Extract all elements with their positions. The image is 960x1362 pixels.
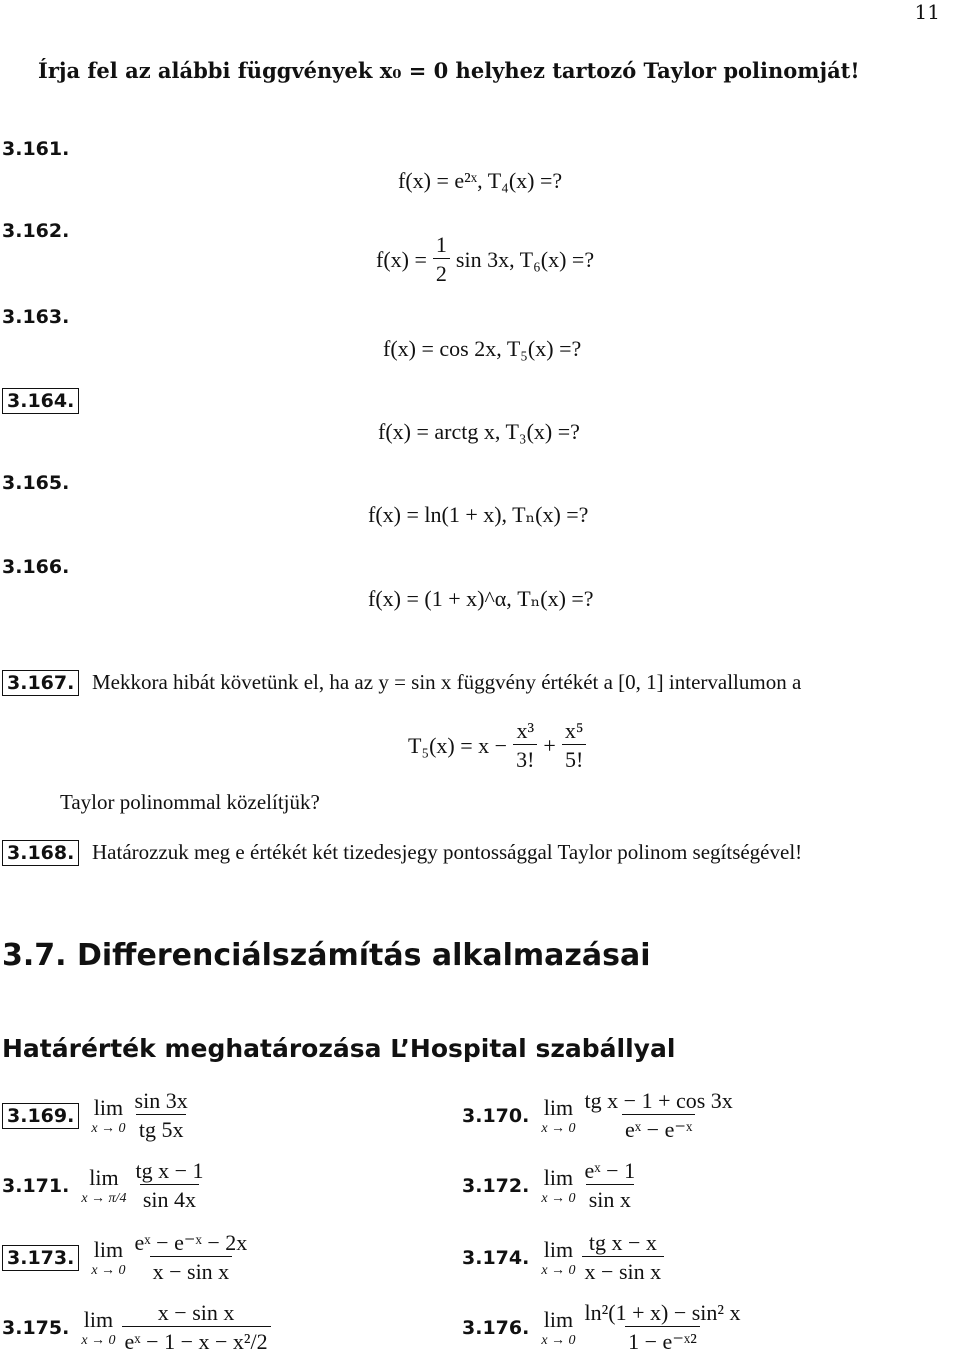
problem-text: Határozzuk meg e értékét két tizedesjegy pontossággal Taylor polinom segítségével! — [92, 840, 803, 864]
limit-operator — [81, 1307, 115, 1349]
fraction — [433, 232, 450, 287]
problem-formula: f(x) = ln(1 + x), Tₙ(x) =? — [368, 502, 589, 527]
subsection-title: Határérték meghatározása L’Hospital szabállyal — [2, 1034, 676, 1063]
fraction-denominator: sin 4x — [140, 1184, 199, 1213]
fraction-denominator: tg 5x — [136, 1114, 187, 1143]
fraction-numerator: tg x − 1 + cos 3x — [584, 1088, 733, 1113]
limit-operator — [91, 1095, 125, 1137]
fraction — [582, 1230, 665, 1285]
limit-problem — [2, 1158, 206, 1213]
fraction-numerator: x − sin x — [157, 1300, 235, 1325]
problem-number: 3.170. — [462, 1104, 530, 1127]
fraction-numerator: x⁵ — [564, 718, 584, 743]
section-title: 3.7. Differenciálszámítás alkalmazásai — [2, 938, 651, 973]
fraction-numerator: tg x − x — [588, 1230, 657, 1255]
problem-number: 3.164. — [2, 388, 79, 414]
limit-operator — [81, 1165, 126, 1207]
lim-label: lim — [83, 1306, 114, 1332]
fraction-denominator: 1 − e⁻ˣ² — [625, 1326, 700, 1355]
fraction-numerator: ln²(1 + x) − sin² x — [584, 1300, 741, 1325]
fraction — [122, 1300, 271, 1355]
lim-label: lim — [543, 1094, 574, 1120]
problem-formula — [376, 232, 594, 287]
problem-number: 3.165. — [2, 472, 70, 494]
fraction-denominator: x − sin x — [582, 1256, 665, 1285]
limit-problem — [462, 1230, 664, 1285]
problem-number: 3.162. — [2, 220, 70, 242]
problem-number: 3.166. — [2, 556, 70, 578]
lim-subscript: x → 0 — [541, 1120, 576, 1136]
limit-problem — [2, 1230, 250, 1285]
limit-operator — [91, 1237, 125, 1279]
problem-number: 3.163. — [2, 306, 70, 328]
lim-label: lim — [93, 1236, 124, 1262]
fraction — [582, 1300, 744, 1355]
problem-number: 3.169. — [2, 1103, 79, 1129]
lim-subscript: x → 0 — [541, 1190, 576, 1206]
formula-lhs: f(x) = — [376, 246, 427, 272]
problem-formula: f(x) = (1 + x)^α, Tₙ(x) =? — [368, 586, 594, 611]
problem-number: 3.174. — [462, 1246, 530, 1269]
fraction-numerator: eˣ − e⁻ˣ − 2x — [134, 1230, 248, 1255]
plus-sign: + — [543, 732, 556, 758]
fraction — [132, 1088, 191, 1143]
lim-subscript: x → 0 — [91, 1262, 126, 1278]
fraction-denominator: 5! — [562, 744, 586, 773]
lim-label: lim — [93, 1094, 124, 1120]
lim-subscript: x → 0 — [541, 1262, 576, 1278]
limit-problem — [462, 1158, 638, 1213]
lim-label: lim — [543, 1306, 574, 1332]
formula-rhs: sin 3x, T₆(x) =? — [455, 246, 595, 272]
problem-number: 3.171. — [2, 1174, 70, 1197]
problem-formula: f(x) = e²ˣ, T₄(x) =? — [398, 168, 563, 193]
limit-operator — [541, 1237, 575, 1279]
lim-label: lim — [543, 1236, 574, 1262]
fraction — [582, 1158, 639, 1213]
fraction — [132, 1230, 251, 1285]
limit-problem — [2, 1088, 191, 1143]
formula-lhs: T₅(x) = x − — [408, 732, 508, 758]
lim-label: lim — [543, 1164, 574, 1190]
fraction-denominator: 3! — [513, 744, 537, 773]
limit-problem — [462, 1300, 744, 1355]
fraction-denominator: x − sin x — [150, 1256, 233, 1285]
fraction-numerator: 1 — [435, 232, 447, 257]
fraction-numerator: eˣ − 1 — [584, 1158, 636, 1183]
fraction-denominator: eˣ − 1 − x − x²/2 — [122, 1326, 271, 1355]
fraction-numerator: sin 3x — [134, 1088, 188, 1113]
lim-subscript: x → 0 — [81, 1332, 116, 1348]
problem-text: Mekkora hibát követünk el, ha az y = sin x függvény értékét a [0, 1] intervallumon a — [92, 670, 802, 694]
fraction-denominator: 2 — [433, 258, 450, 287]
fraction — [562, 718, 587, 773]
lim-subscript: x → 0 — [91, 1120, 126, 1136]
lim-subscript: x → π/4 — [81, 1190, 127, 1206]
fraction-numerator: tg x − 1 — [135, 1158, 204, 1183]
problem-formula: f(x) = arctg x, T₃(x) =? — [378, 419, 580, 444]
problem-text-continued: Taylor polinommal közelítjük? — [60, 790, 320, 814]
problem-number: 3.176. — [462, 1316, 530, 1339]
lim-subscript: x → 0 — [541, 1332, 576, 1348]
fraction-denominator: sin x — [586, 1184, 634, 1213]
problem-number: 3.167. — [2, 670, 79, 696]
fraction-numerator: x³ — [516, 718, 535, 743]
fraction-denominator: eˣ − e⁻ˣ — [622, 1114, 695, 1143]
taylor-formula — [408, 718, 593, 773]
limit-operator — [541, 1165, 575, 1207]
limit-problem — [462, 1088, 736, 1143]
limit-problem — [2, 1300, 271, 1355]
instruction-text: Írja fel az alábbi függvények x₀ = 0 helyhez tartozó Taylor polinomját! — [38, 58, 860, 83]
fraction — [513, 718, 537, 773]
problem-number: 3.175. — [2, 1316, 70, 1339]
problem-formula: f(x) = cos 2x, T₅(x) =? — [383, 336, 582, 361]
fraction — [582, 1088, 736, 1143]
fraction — [132, 1158, 206, 1213]
problem-number: 3.172. — [462, 1174, 530, 1197]
problem-number: 3.161. — [2, 138, 70, 160]
page-number: 11 — [914, 0, 940, 24]
problem-number: 3.173. — [2, 1245, 79, 1271]
limit-operator — [541, 1307, 575, 1349]
limit-operator — [541, 1095, 575, 1137]
lim-label: lim — [89, 1164, 119, 1190]
problem-number: 3.168. — [2, 840, 79, 866]
